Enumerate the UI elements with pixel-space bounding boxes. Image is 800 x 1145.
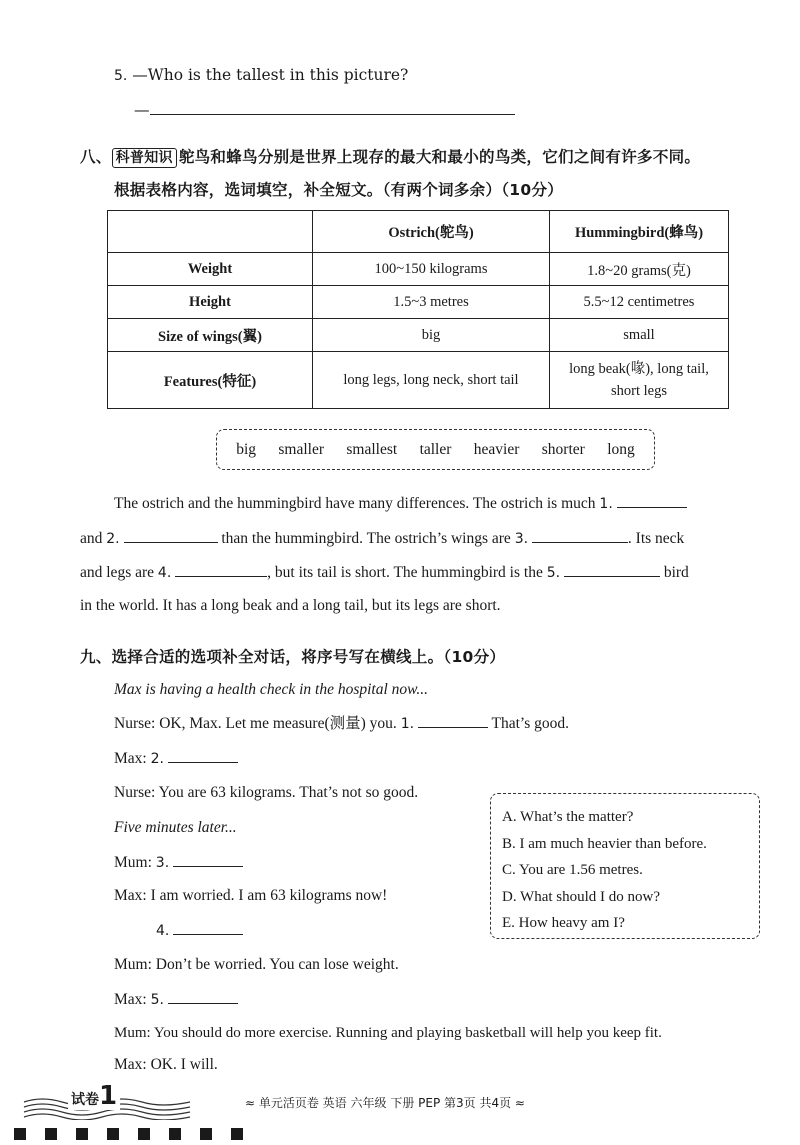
- table-header-cell: Ostrich(鸵鸟): [313, 211, 550, 253]
- registration-mark: [138, 1128, 150, 1140]
- blank-number: 4.: [157, 565, 172, 581]
- question-5-answer-line[interactable]: [134, 100, 515, 120]
- passage-text: than the hummingbird. The ostrich’s wings are: [217, 530, 515, 547]
- section-9-heading: 九、选择合适的选项补全对话，将序号写在横线上。（10分）: [80, 648, 506, 666]
- answer-blank[interactable]: [150, 100, 515, 115]
- dialogue-line: [156, 920, 243, 941]
- section-8-heading: [80, 145, 700, 168]
- table-cell: 100~150 kilograms: [313, 253, 550, 286]
- word-bank-item: big: [236, 440, 256, 458]
- dialogue-line: [114, 852, 243, 873]
- section-8-subheading: [114, 178, 563, 200]
- registration-mark: [76, 1128, 88, 1140]
- dialogue-text: Max:: [114, 991, 151, 1008]
- table-cell: 1.8~20 grams(克): [550, 253, 729, 286]
- answer-blank[interactable]: [418, 713, 488, 728]
- passage-text: and: [80, 530, 107, 547]
- answer-blank[interactable]: [173, 852, 243, 867]
- dialogue-text: Nurse: OK, Max. Let me measure(测量) you.: [114, 715, 401, 732]
- registration-mark: [200, 1128, 212, 1140]
- blank-number: 5.: [546, 565, 561, 581]
- table-cell: Weight: [108, 253, 313, 286]
- table-cell: Size of wings(翼): [108, 319, 313, 352]
- answer-blank[interactable]: [173, 920, 243, 935]
- footer-info: ≈ 单元活页卷 英语 六年级 下册 PEP 第3页 共4页 ≈: [245, 1096, 525, 1110]
- dialogue-text: Mum:: [114, 854, 156, 871]
- question-number: 5.: [114, 68, 128, 84]
- blank-number: 1.: [599, 496, 613, 512]
- section-instruction-2: 根据表格内容，选词填空，补全短文。（有两个词多余）（10分）: [114, 181, 564, 199]
- option-item: B. I am much heavier than before.: [502, 835, 707, 852]
- section-number: 八、: [80, 148, 112, 166]
- table-row: [108, 253, 729, 286]
- registration-marks: [14, 1128, 243, 1140]
- table-header-row: [108, 211, 729, 253]
- dialogue-line: Mum: Don’t be worried. You can lose weight.: [114, 956, 399, 973]
- badge-label: 试卷: [71, 1092, 99, 1108]
- word-bank-item: shorter: [541, 440, 585, 458]
- table-row: [108, 352, 729, 409]
- passage-text: and legs are: [80, 564, 158, 581]
- table-header-cell: Hummingbird(蜂鸟): [550, 211, 729, 253]
- option-item: E. How heavy am I?: [502, 915, 625, 931]
- answer-blank[interactable]: [168, 989, 238, 1004]
- dialogue-line: [114, 748, 238, 769]
- word-bank-item: long: [607, 440, 635, 458]
- passage-line: [114, 493, 687, 514]
- blank-number: 2.: [106, 531, 120, 547]
- registration-mark: [107, 1128, 119, 1140]
- dialogue-intro: Max is having a health check in the hospital now...: [114, 681, 428, 698]
- answer-blank[interactable]: [564, 562, 660, 577]
- options-box: [490, 793, 760, 939]
- dialogue-line: Nurse: You are 63 kilograms. That’s not so good.: [114, 784, 419, 801]
- dialogue-line: Max: OK. I will.: [114, 1056, 218, 1073]
- blank-number: 3.: [155, 855, 170, 871]
- dialogue-text: Max:: [114, 750, 151, 767]
- blank-number: 3.: [514, 531, 529, 547]
- dialogue-text: That’s good.: [487, 715, 570, 732]
- passage-line: [80, 528, 684, 549]
- word-bank-item: smaller: [278, 440, 324, 458]
- table-cell: long legs, long neck, short tail: [313, 352, 550, 409]
- answer-blank[interactable]: [168, 748, 238, 763]
- page-badge: [68, 1082, 120, 1110]
- answer-dash: —: [134, 101, 150, 119]
- registration-mark: [231, 1128, 243, 1140]
- table-row: [108, 319, 729, 352]
- blank-number: 1.: [400, 716, 415, 732]
- word-bank-item: heavier: [473, 440, 520, 458]
- dialogue-line: [114, 989, 238, 1010]
- word-bank-item: taller: [419, 440, 452, 458]
- table-cell: small: [550, 319, 729, 352]
- passage-text: , but its tail is short. The hummingbird is the: [267, 564, 547, 581]
- table-cell: Features(特征): [108, 352, 313, 409]
- table-row: [108, 286, 729, 319]
- passage-line: [80, 596, 501, 616]
- dialogue-note: Five minutes later...: [114, 819, 237, 836]
- table-cell: Height: [108, 286, 313, 319]
- dialogue-line: Max: I am worried. I am 63 kilograms now!: [114, 887, 388, 904]
- table-header-cell: [108, 211, 313, 253]
- blank-number: 5.: [150, 992, 164, 1008]
- section-instruction: 鸵鸟和蜂鸟分别是世界上现存的最大和最小的鸟类，它们之间有许多不同。: [178, 148, 701, 166]
- answer-blank[interactable]: [124, 528, 218, 543]
- registration-mark: [14, 1128, 26, 1140]
- word-bank-item: smallest: [346, 440, 398, 458]
- registration-mark: [169, 1128, 181, 1140]
- answer-blank[interactable]: [617, 493, 687, 508]
- table-cell: big: [313, 319, 550, 352]
- answer-blank[interactable]: [175, 562, 267, 577]
- blank-number: 4.: [156, 923, 170, 939]
- passage-line: [80, 562, 689, 583]
- blank-number: 2.: [150, 751, 164, 767]
- dialogue-line: [114, 713, 569, 734]
- table-cell: 5.5~12 centimetres: [550, 286, 729, 319]
- dialogue-line: Mum: You should do more exercise. Running and playing basketball will help you keep fit.: [114, 1025, 662, 1041]
- passage-text: bird: [659, 564, 689, 581]
- registration-mark: [45, 1128, 57, 1140]
- passage-text: . Its neck: [627, 530, 685, 547]
- answer-blank[interactable]: [532, 528, 628, 543]
- badge-number: 1: [99, 1081, 118, 1111]
- comparison-table: [107, 210, 729, 409]
- question-text: —Who is the tallest in this picture?: [132, 66, 409, 84]
- question-5: [114, 65, 408, 86]
- table-cell: long beak(喙), long tail, short legs: [550, 352, 729, 409]
- category-tag: 科普知识: [112, 148, 177, 168]
- passage-text: The ostrich and the hummingbird have many differences. The ostrich is much: [114, 495, 600, 512]
- word-bank: [216, 429, 655, 470]
- table-cell: 1.5~3 metres: [313, 286, 550, 319]
- option-item: C. You are 1.56 metres.: [502, 862, 643, 878]
- passage-text: in the world. It has a long beak and a long tail, but its legs are short.: [80, 597, 501, 614]
- option-item: D. What should I do now?: [502, 888, 661, 905]
- option-item: A. What’s the matter?: [502, 809, 634, 825]
